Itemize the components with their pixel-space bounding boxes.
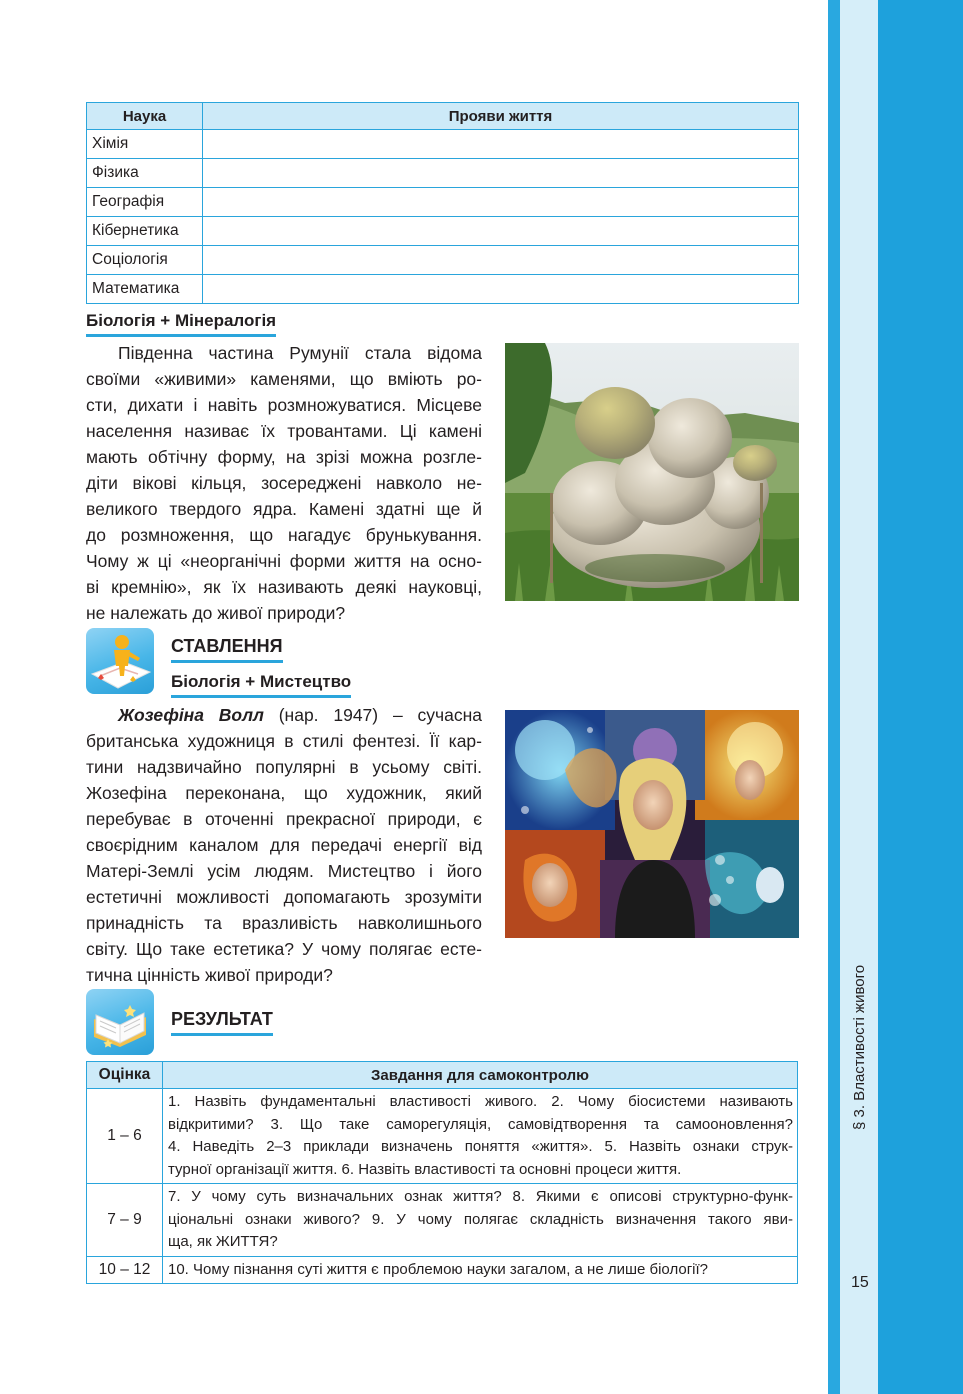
column-header: Прояви життя xyxy=(203,103,799,130)
result-title: РЕЗУЛЬТАТ xyxy=(171,1009,273,1036)
science-cell: Хімія xyxy=(87,130,203,159)
text-line: естетичні можливості допомагають зрозуміти xyxy=(86,887,482,907)
mineralogy-paragraph xyxy=(86,340,482,626)
text-line xyxy=(86,702,482,728)
table-row xyxy=(87,1184,798,1257)
table-header-row xyxy=(87,1062,798,1089)
table-row xyxy=(87,1256,798,1284)
grade-cell: 10 – 12 xyxy=(87,1256,163,1284)
text-line: тини надзвичайно популярні в усьому світі. xyxy=(86,757,482,777)
table-row xyxy=(87,1089,798,1184)
text-line: до розмноження, що нагадує брунькування. xyxy=(86,525,482,545)
attitude-title: СТАВЛЕННЯ xyxy=(171,636,283,663)
science-cell: Математика xyxy=(87,275,203,304)
text-line: британська художниця в стилі фентезі. Її кар- xyxy=(86,731,482,751)
fantasy-art-collage xyxy=(505,710,799,938)
science-cell: Кібернетика xyxy=(87,217,203,246)
art-subheading: Біологія + Мистецтво xyxy=(171,672,351,698)
text-line: мають обтічну форму, на зрізі можна розгле- xyxy=(86,447,482,467)
table-row xyxy=(87,188,799,217)
grade-cell: 1 – 6 xyxy=(87,1089,163,1184)
artist-name: Жозефіна Волл xyxy=(118,705,264,725)
column-header: Оцінка xyxy=(87,1062,163,1089)
text-line: відкритими? 3. Що таке саморегуляція, самовідтворення та самооновлення? xyxy=(168,1115,793,1133)
text-line: Південна частина Румунії стала відома xyxy=(118,343,482,363)
art-paragraph xyxy=(86,702,482,988)
text-line: діти вікові кільця, зосереджені навколо не- xyxy=(86,473,482,493)
text-line: принадність та вразливість навколишнього xyxy=(86,913,482,933)
science-cell: Соціологія xyxy=(87,246,203,275)
text-line: турної організації життя. 6. Назвіть властивості та основні процеси життя. xyxy=(168,1160,682,1178)
text-fragment: (нар. 1947) – сучасна xyxy=(263,705,482,725)
side-bar-thin xyxy=(828,0,840,1394)
table-row xyxy=(87,275,799,304)
empty-cell xyxy=(203,217,799,246)
text-line: своїми «живими» каменями, що вміють ро- xyxy=(86,369,482,389)
science-cell: Географія xyxy=(87,188,203,217)
table-row xyxy=(87,217,799,246)
side-strip xyxy=(840,0,878,1394)
column-header: Наука xyxy=(87,103,203,130)
figure-on-map-icon xyxy=(86,628,154,694)
text-line: великого твердого ядра. Камені здатні ще й xyxy=(86,499,482,519)
sciences-table xyxy=(86,102,799,304)
text-line: 7. У чому суть визначальних ознак життя? 8. Якими є описові структурно-функ- xyxy=(168,1188,793,1205)
questions-cell xyxy=(163,1184,798,1257)
text-line: 4. Наведіть 2–3 приклади визначень поняття «життя». 5. Назвіть ознаки струк- xyxy=(168,1138,793,1155)
text-line: сти, дихати і навіть розмножуватися. Місцеве xyxy=(86,395,482,415)
text-line: Жозефіна переконана, що художник, який xyxy=(86,783,482,803)
grade-cell: 7 – 9 xyxy=(87,1184,163,1257)
text-line: тична цінність живої природи? xyxy=(86,965,333,985)
text-line: населення називає їх тровантами. Ці камені xyxy=(86,421,482,441)
text-line: Чому ж ці «неорганічні форми життя на осно- xyxy=(86,551,482,571)
empty-cell xyxy=(203,130,799,159)
text-line: ві кремнію», як їх називають деякі науковці, xyxy=(86,577,482,597)
text-line: не належать до живої природи? xyxy=(86,603,346,623)
table-row xyxy=(87,246,799,275)
questions-cell xyxy=(163,1089,798,1184)
side-bar xyxy=(878,0,963,1394)
table-header-row xyxy=(87,103,799,130)
running-head: § 3. Властивості живого xyxy=(851,964,868,1130)
mineralogy-heading: Біологія + Мінералогія xyxy=(86,311,276,337)
text-line: ціональні ознаки живого? 9. У чому полягає складність визначення такого яви- xyxy=(168,1210,793,1228)
text-line: світу. Що таке естетика? У чому полягає есте- xyxy=(86,939,482,959)
table-row xyxy=(87,159,799,188)
table-row xyxy=(87,130,799,159)
self-control-table xyxy=(86,1061,798,1284)
text-line: перебуває в оточенні прекрасної природи, є xyxy=(86,809,482,829)
text-line: своєрідним каналом для передачі енергії від xyxy=(86,835,482,855)
text-line: 1. Назвіть фундаментальні властивості живого. 2. Чому біосистеми називають xyxy=(168,1093,793,1110)
column-header: Завдання для самоконтролю xyxy=(163,1062,798,1089)
empty-cell xyxy=(203,275,799,304)
empty-cell xyxy=(203,246,799,275)
questions-cell xyxy=(163,1256,798,1284)
empty-cell xyxy=(203,188,799,217)
text-line: ща, як ЖИТТЯ? xyxy=(168,1233,278,1250)
text-line: 10. Чому пізнання суті життя є проблемою науки загалом, а не лише біології? xyxy=(168,1260,709,1278)
trovant-stones-photo xyxy=(505,343,799,601)
science-cell: Фізика xyxy=(87,159,203,188)
text-line: Матері-Землі усім людям. Мистецтво і його xyxy=(86,861,482,881)
open-book-icon xyxy=(86,989,154,1055)
page-number: 15 xyxy=(851,1274,869,1291)
empty-cell xyxy=(203,159,799,188)
